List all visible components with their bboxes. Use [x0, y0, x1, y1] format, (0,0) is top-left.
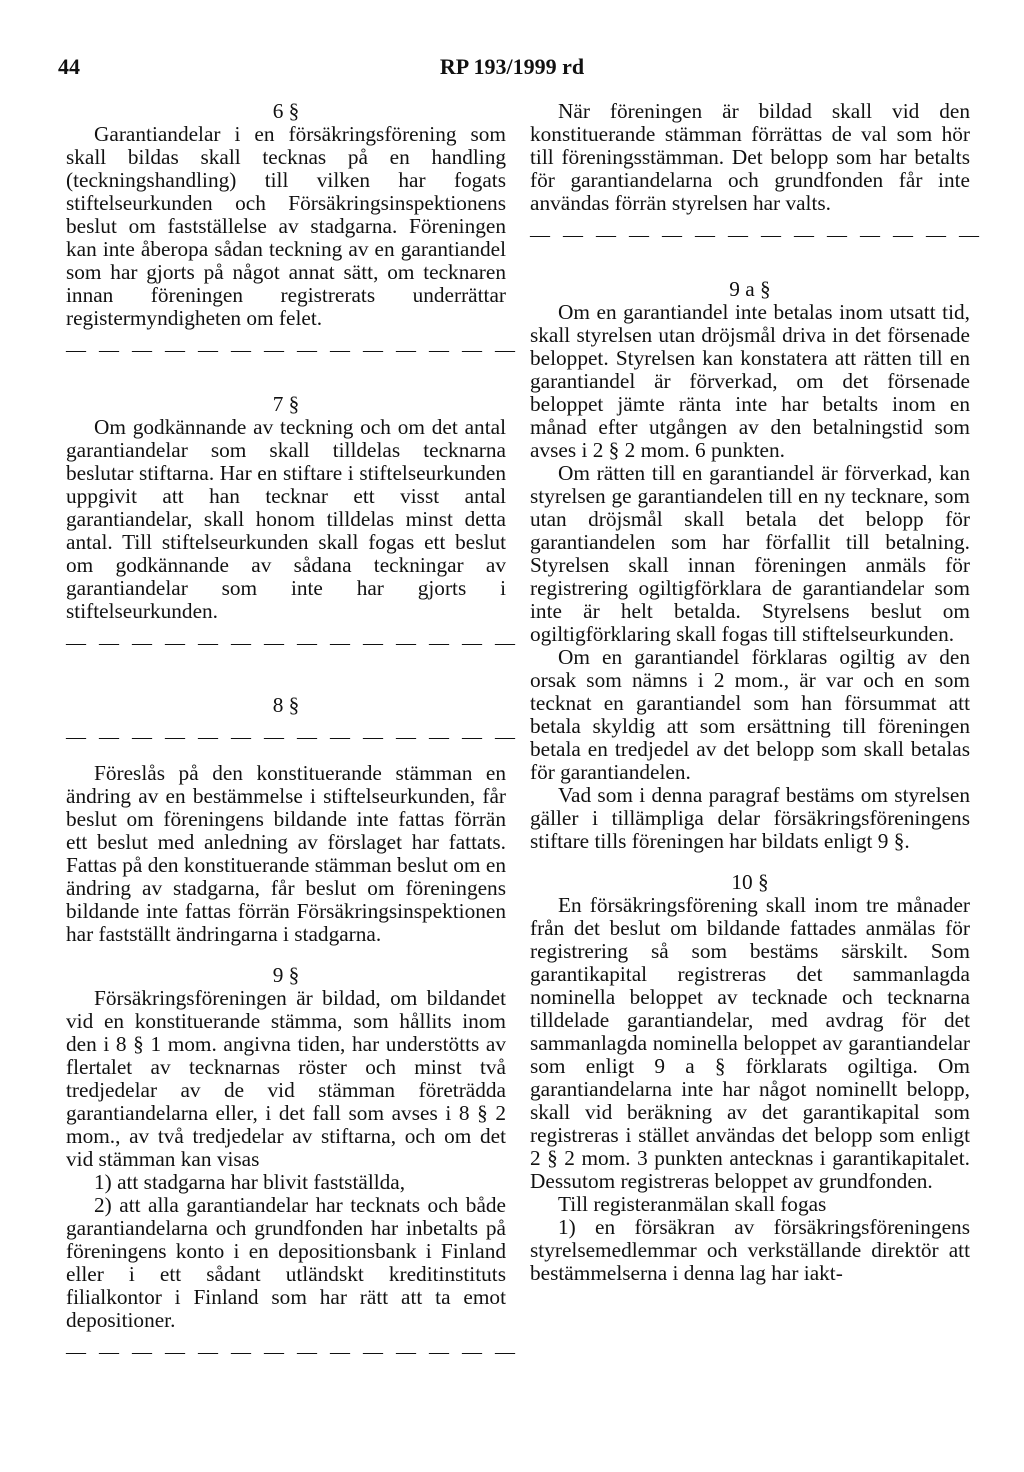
section-9-heading: 9 § [272, 963, 300, 987]
section-10-item-1: 1) en försäkran av försäkringsföreningens styrelsemedlemmar och verkställande direktör att bestämmelserna i denna lag har iakt- [530, 1215, 970, 1285]
section-10-paragraph-2: Till registeranmälan skall fogas [558, 1192, 827, 1216]
omission-dashes: — — — — — — — — — — — — — — [66, 339, 519, 361]
section-9a-paragraph-2: Om rätten till en garantiandel är förverkad, kan styrelsen ge garantiandelen till en ny tecknare, som utan dröjsmål skall betala det belopp för garantiandelen som har förfallit till betalning. Styrelsen skall innan föreningen anmäls för registrering ogiltigförklara de garantiandelar som inte är helt betalda. Styrelsens beslut om ogiltigförklaring skall fogas till stiftelseurkunden. [530, 461, 970, 646]
section-9-paragraph: Försäkringsföreningen är bildad, om bildandet vid en konstituerande stämma, som hållits inom den i 8 § 1 mom. angivna tiden, har understötts av flertalet av tecknarnas röster och minst två tredjedelar av de vid stämman företrädda garantiandelarna eller, i det fall som avses i 8 § 2 mom., av två tredjedelar av stiftarna, och om det vid stämman kan visas [66, 986, 506, 1171]
section-8-heading: 8 § [272, 693, 300, 717]
omission-dashes: — — — — — — — — — — — — — — [530, 224, 983, 246]
section-9a-heading: 9 a § [729, 277, 771, 301]
right-column [530, 99, 983, 1285]
section-6-heading: 6 § [272, 99, 300, 123]
section-9-continued-paragraph: När föreningen är bildad skall vid den konstituerande stämman förrättas de val som hör till föreningsstämman. Det belopp som har betalts för garantiandelarna och grundfonden får inte användas förrän styrelsen har valts. [530, 99, 970, 215]
section-6-paragraph: Garantiandelar i en försäkringsförening som skall bildas skall tecknas på en handling (teckningshandling) till vilken har fogats stiftelseurkunden och Försäkringsinspektionens beslut om fastställelse av stadgarna. Föreningen kan inte åberopa sådan teckning av en garantiandel som har gjorts på något annat sätt, om tecknaren innan föreningen registrerats underrättar registermyndigheten om felet. [66, 122, 506, 330]
omission-dashes: — — — — — — — — — — — — — — [66, 1341, 519, 1363]
page-header [0, 50, 1024, 84]
section-8-paragraph: Föreslås på den konstituerande stämman en ändring av en bestämmelse i stiftelseurkunden, får beslut om föreningens bildande inte fattas förrän ett beslut med anledning av förslaget har fattats. Fattas på den konstituerande stämman beslut om en ändring av stadgarna, får beslut om föreningens bildande inte fattas förrän Försäkringsinspektionen har fastställt ändringarna i stadgarna. [66, 761, 506, 946]
running-head: RP 193/1999 rd [439, 54, 585, 79]
section-9a-paragraph-3: Om en garantiandel förklaras ogiltig av den orsak som nämns i 2 mom., är var och en som tecknat en garantiandel som han försummat att betala skyldig att som ersättning till föreningen betala en tredjedel av det belopp som skall betalas för garantiandelen. [530, 645, 970, 784]
section-7-heading: 7 § [272, 392, 300, 416]
left-column [66, 99, 519, 1377]
section-7-paragraph: Om godkännande av teckning och om det antal garantiandelar som skall tilldelas tecknarna beslutar stiftarna. Har en stiftare i stiftelseurkunden uppgivit att han tecknar ett visst antal garantiandelar, skall honom tilldelas minst detta antal. Till stiftelseurkunden skall fogas ett beslut om godkännande av sådana teckningar av garantiandelar som inte har gjorts i stiftelseurkunden. [66, 415, 506, 623]
section-10-paragraph-1: En försäkringsförening skall inom tre månader från det beslut om bildande fattades anmälas för registrering så som bestäms särskilt. Som garantikapital registreras det sammanlagda nominella beloppet av tecknade och tecknarna tilldelade garantiandelar, med avdrag för det sammanlagda nominella beloppet av garantiandelar som enligt 9 a § förklarats ogiltiga. Om garantiandelarna inte har något nominellt belopp, skall vid beräkning av det garantikapital som registreras i stället användas det belopp som enligt 2 § 2 mom. 3 punkten antecknas i garantikapitalet. Dessutom registreras beloppet av grundfonden. [530, 893, 970, 1193]
section-9-item-2: 2) att alla garantiandelar har tecknats och både garantiandelarna och grundfonden har inbetalts på föreningens konto i en depositionsbank i Finland eller i ett sådant utländskt kreditinstituts filialkontor i Finland som har rätt att ta emot depositioner. [66, 1193, 506, 1332]
section-9a-paragraph-1: Om en garantiandel inte betalas inom utsatt tid, skall styrelsen utan dröjsmål driva in det försenade beloppet. Styrelsen kan konstatera att rätten till en garantiandel är förverkad, om det försenade beloppet jämte ränta inte har betalts inom en månad efter utgången av den betalningstid som avses i 2 § 2 mom. 6 punkten. [530, 300, 970, 462]
omission-dashes: — — — — — — — — — — — — — — [66, 726, 519, 748]
omission-dashes: — — — — — — — — — — — — — — [66, 632, 519, 654]
section-9a-paragraph-4: Vad som i denna paragraf bestäms om styrelsen gäller i tillämpliga delar försäkringsföreningens stiftare tills föreningen har bildats enligt 9 §. [530, 783, 970, 853]
section-10-heading: 10 § [731, 870, 769, 894]
page-number: 44 [58, 54, 80, 79]
section-9-item-1: 1) att stadgarna har blivit fastställda, [94, 1170, 406, 1194]
